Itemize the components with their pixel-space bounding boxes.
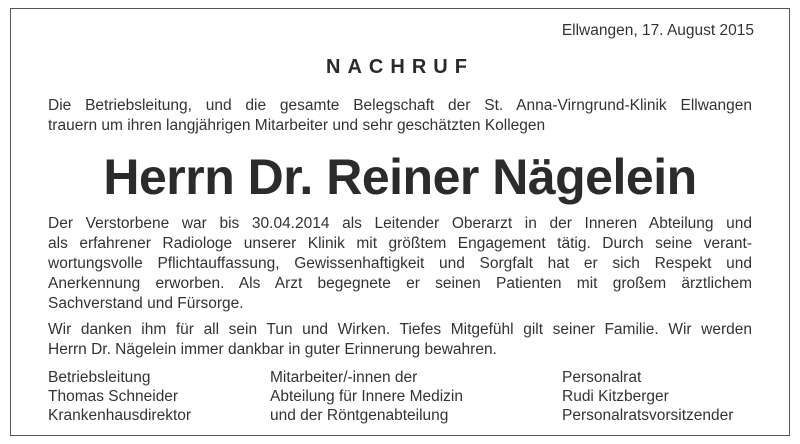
thanks-line: Herrn Dr. Nägelein immer dankbar in guter Erinnerung bewahren. bbox=[48, 341, 497, 358]
signature-line: Abteilung für Innere Medizin bbox=[270, 388, 464, 405]
signature-works-council bbox=[562, 368, 733, 425]
intro-line: Die Betriebsleitung, und die gesamte Belegschaft der St. Anna-Virngrund-Klinik Ellwangen bbox=[48, 97, 752, 114]
body-line: Sachverstand und Fürsorge. bbox=[48, 295, 244, 312]
signature-line: Betriebsleitung bbox=[48, 369, 151, 386]
body-line: Anerkennung erworben. Als Arzt begegnete er seinen Patienten mit großem ärztlichem bbox=[48, 275, 752, 292]
intro-line: trauern um ihren langjährigen Mitarbeiter und sehr geschätzten Kollegen bbox=[48, 117, 546, 134]
signature-line: Krankenhausdirektor bbox=[48, 407, 192, 424]
signature-staff bbox=[270, 368, 463, 425]
signature-management bbox=[48, 368, 191, 425]
heading-nachruf: NACHRUF bbox=[326, 56, 474, 78]
deceased-name: Herrn Dr. Reiner Nägelein bbox=[103, 149, 697, 205]
body-paragraph bbox=[48, 214, 752, 314]
intro-paragraph bbox=[48, 96, 752, 136]
signature-line: Rudi Kitzberger bbox=[562, 388, 669, 405]
date-line: Ellwangen, 17. August 2015 bbox=[561, 22, 754, 39]
thanks-paragraph bbox=[48, 320, 752, 360]
signature-line: und der Röntgenabteilung bbox=[270, 407, 449, 424]
signature-line: Personalratsvorsitzender bbox=[562, 407, 734, 424]
signature-line: Thomas Schneider bbox=[48, 388, 179, 405]
body-line: wortungsvolle Pflichtauffassung, Gewissenhaftigkeit und Sorgfalt hat er sich Respekt und bbox=[48, 255, 752, 272]
thanks-line: Wir danken ihm für all sein Tun und Wirken. Tiefes Mitgefühl gilt seiner Familie. Wir werden bbox=[48, 321, 752, 338]
body-line: Der Verstorbene war bis 30.04.2014 als Leitender Oberarzt in der Inneren Abteilung und bbox=[48, 215, 752, 232]
body-line: als erfahrener Radiologe unserer Klinik mit größtem Engagement tätig. Durch seine verant- bbox=[48, 235, 752, 252]
signature-line: Mitarbeiter/-innen der bbox=[270, 369, 418, 386]
signature-line: Personalrat bbox=[562, 369, 642, 386]
